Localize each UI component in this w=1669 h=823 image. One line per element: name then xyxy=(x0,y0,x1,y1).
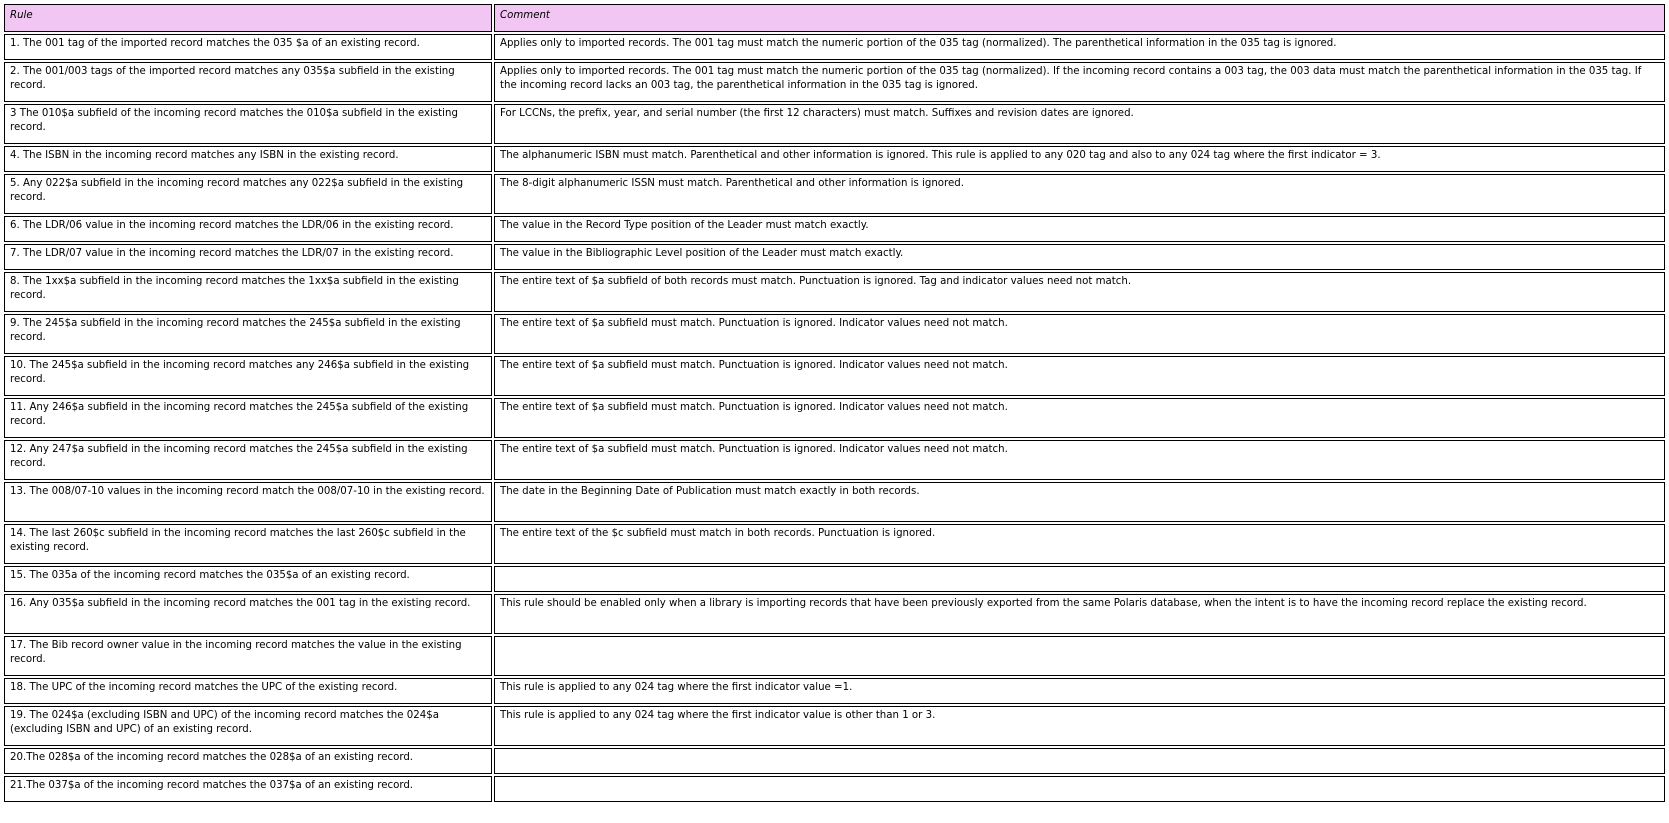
table-row xyxy=(4,678,1665,704)
comment-cell: This rule is applied to any 024 tag where the first indicator value =1. xyxy=(494,678,1665,704)
comment-cell: The entire text of $a subfield must match. Punctuation is ignored. Indicator values need not match. xyxy=(494,314,1665,354)
rule-cell: 6. The LDR/06 value in the incoming record matches the LDR/06 in the existing record. xyxy=(4,216,492,242)
rule-cell: 3 The 010$a subfield of the incoming record matches the 010$a subfield in the existing record. xyxy=(4,104,492,144)
table-row xyxy=(4,34,1665,60)
comment-cell xyxy=(494,636,1665,676)
rule-cell: 18. The UPC of the incoming record matches the UPC of the existing record. xyxy=(4,678,492,704)
comment-cell: The entire text of the $c subfield must match in both records. Punctuation is ignored. xyxy=(494,524,1665,564)
table-row xyxy=(4,272,1665,312)
rule-cell: 17. The Bib record owner value in the incoming record matches the value in the existing record. xyxy=(4,636,492,676)
rule-cell: 19. The 024$a (excluding ISBN and UPC) of the incoming record matches the 024$a (excluding ISBN and UPC) of an existing record. xyxy=(4,706,492,746)
table-row xyxy=(4,104,1665,144)
table-row xyxy=(4,174,1665,214)
header-row xyxy=(4,4,1665,32)
rule-cell: 10. The 245$a subfield in the incoming record matches any 246$a subfield in the existing record. xyxy=(4,356,492,396)
comment-cell: The value in the Bibliographic Level position of the Leader must match exactly. xyxy=(494,244,1665,270)
comment-cell: The value in the Record Type position of the Leader must match exactly. xyxy=(494,216,1665,242)
table-row xyxy=(4,524,1665,564)
comment-cell: The entire text of $a subfield must match. Punctuation is ignored. Indicator values need not match. xyxy=(494,440,1665,480)
rule-cell: 8. The 1xx$a subfield in the incoming record matches the 1xx$a subfield in the existing record. xyxy=(4,272,492,312)
table-row xyxy=(4,314,1665,354)
comment-column-header: Comment xyxy=(494,4,1665,32)
comment-cell: The alphanumeric ISBN must match. Parenthetical and other information is ignored. This rule is applied to any 020 tag and also to any 024 tag where the first indicator = 3. xyxy=(494,146,1665,172)
rule-cell: 9. The 245$a subfield in the incoming record matches the 245$a subfield in the existing record. xyxy=(4,314,492,354)
comment-cell: This rule is applied to any 024 tag where the first indicator value is other than 1 or 3. xyxy=(494,706,1665,746)
table-row xyxy=(4,776,1665,802)
comment-cell: The date in the Beginning Date of Publication must match exactly in both records. xyxy=(494,482,1665,522)
rules-table xyxy=(2,2,1667,804)
table-row xyxy=(4,244,1665,270)
comment-cell: The entire text of $a subfield must match. Punctuation is ignored. Indicator values need not match. xyxy=(494,356,1665,396)
comment-cell: The entire text of $a subfield must match. Punctuation is ignored. Indicator values need not match. xyxy=(494,398,1665,438)
comment-cell: This rule should be enabled only when a library is importing records that have been previously exported from the same Polaris database, when the intent is to have the incoming record replace the existing record. xyxy=(494,594,1665,634)
table-row xyxy=(4,62,1665,102)
rule-cell: 20.The 028$a of the incoming record matches the 028$a of an existing record. xyxy=(4,748,492,774)
table-row xyxy=(4,146,1665,172)
comment-cell: The 8-digit alphanumeric ISSN must match. Parenthetical and other information is ignored. xyxy=(494,174,1665,214)
rule-cell: 1. The 001 tag of the imported record matches the 035 $a of an existing record. xyxy=(4,34,492,60)
rule-cell: 2. The 001/003 tags of the imported record matches any 035$a subfield in the existing record. xyxy=(4,62,492,102)
rule-cell: 4. The ISBN in the incoming record matches any ISBN in the existing record. xyxy=(4,146,492,172)
table-row xyxy=(4,566,1665,592)
rule-cell: 11. Any 246$a subfield in the incoming record matches the 245$a subfield of the existing record. xyxy=(4,398,492,438)
comment-cell: Applies only to imported records. The 001 tag must match the numeric portion of the 035 tag (normalized). If the incoming record contains a 003 tag, the 003 data must match the parenthetical information in the 035 tag. If the incoming record lacks an 003 tag, the parenthetical information in the 035 tag is ignored. xyxy=(494,62,1665,102)
rule-cell: 14. The last 260$c subfield in the incoming record matches the last 260$c subfield in the existing record. xyxy=(4,524,492,564)
comment-cell: The entire text of $a subfield of both records must match. Punctuation is ignored. Tag and indicator values need not match. xyxy=(494,272,1665,312)
table-row xyxy=(4,398,1665,438)
rule-cell: 15. The 035a of the incoming record matches the 035$a of an existing record. xyxy=(4,566,492,592)
comment-cell: For LCCNs, the prefix, year, and serial number (the first 12 characters) must match. Suffixes and revision dates are ignored. xyxy=(494,104,1665,144)
table-row xyxy=(4,216,1665,242)
rule-cell: 21.The 037$a of the incoming record matches the 037$a of an existing record. xyxy=(4,776,492,802)
rule-cell: 12. Any 247$a subfield in the incoming record matches the 245$a subfield in the existing record. xyxy=(4,440,492,480)
table-row xyxy=(4,440,1665,480)
rule-column-header: Rule xyxy=(4,4,492,32)
rule-cell: 5. Any 022$a subfield in the incoming record matches any 022$a subfield in the existing record. xyxy=(4,174,492,214)
table-row xyxy=(4,356,1665,396)
table-row xyxy=(4,594,1665,634)
table-row xyxy=(4,482,1665,522)
comment-cell xyxy=(494,776,1665,802)
table-row xyxy=(4,706,1665,746)
comment-cell xyxy=(494,566,1665,592)
comment-cell: Applies only to imported records. The 001 tag must match the numeric portion of the 035 tag (normalized). The parenthetical information in the 035 tag is ignored. xyxy=(494,34,1665,60)
table-row xyxy=(4,636,1665,676)
rule-cell: 16. Any 035$a subfield in the incoming record matches the 001 tag in the existing record. xyxy=(4,594,492,634)
table-body xyxy=(4,34,1665,802)
comment-cell xyxy=(494,748,1665,774)
table-row xyxy=(4,748,1665,774)
rule-cell: 7. The LDR/07 value in the incoming record matches the LDR/07 in the existing record. xyxy=(4,244,492,270)
rule-cell: 13. The 008/07-10 values in the incoming record match the 008/07-10 in the existing record. xyxy=(4,482,492,522)
